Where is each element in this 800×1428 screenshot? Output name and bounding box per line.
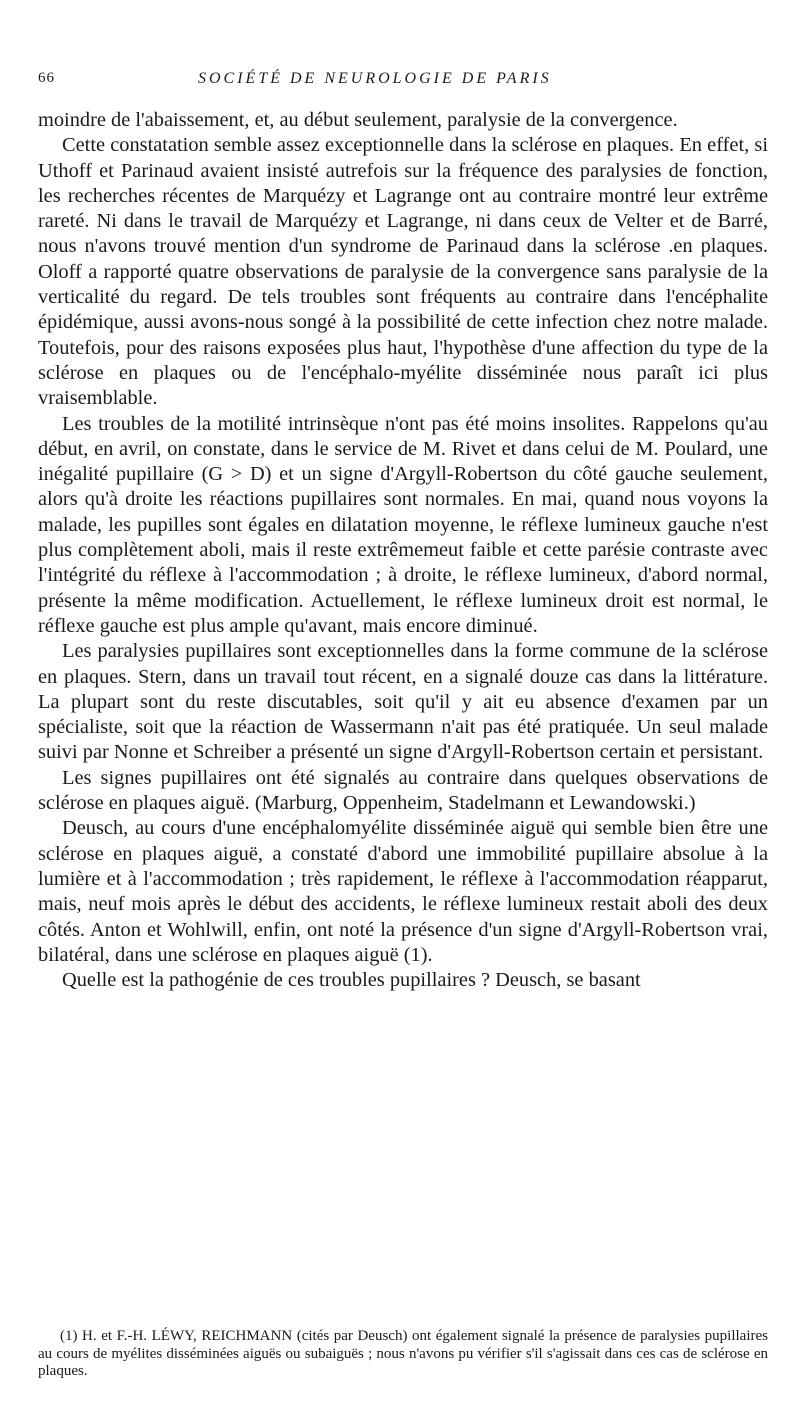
paragraph: Cette constatation semble assez exceptionnelle dans la sclérose en plaques. En effet, si Uthoff et Parinaud avaient insisté autrefois sur la fréquence des paralysies de fonction, les recherches récentes de Marquézy et Lagrange ont au contraire montré leur extrême rareté. Ni dans le travail de Marquézy et Lagrange, ni dans ceux de Velter et de Barré, nous n'avons trouvé mention d'un syndrome de Parinaud dans la sclérose .en plaques. Oloff a rapporté quatre observations de paralysie de la convergence sans paralysie de la verticalité du regard. De tels troubles sont fréquents au contraire dans l'encéphalite épidémique, aussi avons-nous songé à la possibilité de cette infection chez notre malade. Toutefois, pour des raisons exposées plus haut, l'hypothèse d'une affection du type de la sclérose en plaques ou de l'encéphalo-myélite disséminée nous paraît ici plus vraisemblable.	[38, 134, 768, 410]
paragraph: Les paralysies pupillaires sont exceptionnelles dans la forme commune de la sclérose en plaques. Stern, dans un travail tout récent, en a signalé douze cas dans la littérature. La plupart sont du reste discutables, soit qu'il y ait eu absence d'examen par un spécialiste, soit que la réaction de Wassermann n'ait pas été pratiquée. Un seul malade suivi par Nonne et Schreiber a présenté un signe d'Argyll-Robertson certain et persistant.	[38, 640, 768, 764]
body-text	[38, 108, 768, 993]
page	[38, 0, 768, 1428]
paragraph: Les troubles de la motilité intrinsèque n'ont pas été moins insolites. Rappelons qu'au début, en avril, on constate, dans le service de M. Rivet et dans celui de M. Poulard, une inégalité pupillaire (G > D) et un signe d'Argyll-Robertson du côté gauche seulement, alors qu'à droite les réactions pupillaires sont normales. En mai, quand nous voyons la malade, les pupilles sont égales en dilatation moyenne, le réflexe lumineux gauche n'est plus complètement aboli, mais il reste extrêmemeut faible et cette parésie contraste avec l'intégrité du réflexe à l'accommodation ; à droite, le réflexe lumineux, d'abord normal, présente la même modification. Actuellement, le réflexe lumineux droit est normal, le réflexe gauche est plus ample qu'avant, mais encore diminué.	[38, 412, 768, 637]
paragraph: Les signes pupillaires ont été signalés au contraire dans quelques observations de sclérose en plaques aiguë. (Marburg, Oppenheim, Stadelmann et Lewandowski.)	[38, 766, 768, 815]
page-number: 66	[38, 70, 55, 86]
running-header	[38, 70, 768, 94]
paragraph: moindre de l'abaissement, et, au début seulement, paralysie de la convergence.	[38, 109, 678, 131]
footnote	[38, 1328, 768, 1381]
paragraph: Deusch, au cours d'une encéphalomyélite disséminée aiguë qui semble bien être une sclérose en plaques aiguë, a constaté d'abord une immobilité pupillaire absolue à la lumière et à l'accommodation ; très rapidement, le réflexe à l'accommodation réapparut, mais, neuf mois après le début des accidents, le réflexe lumineux restait aboli des deux côtés. Anton et Wohlwill, enfin, ont noté la présence d'un signe d'Argyll-Robertson vrai, bilatéral, dans une sclérose en plaques aiguë (1).	[38, 817, 768, 966]
running-title: SOCIÉTÉ DE NEUROLOGIE DE PARIS	[198, 70, 552, 87]
paragraph: Quelle est la pathogénie de ces troubles pupillaires ? Deusch, se basant	[62, 969, 641, 992]
footnote-text: (1) H. et F.-H. LÉWY, REICHMANN (cités par Deusch) ont également signalé la présence de paralysies pupillaires au cours de myélites disséminées aiguës ou subaiguës ; nous n'avons pu vérifier s'il s'agissait dans ces cas de sclérose en plaques.	[38, 1328, 768, 1379]
